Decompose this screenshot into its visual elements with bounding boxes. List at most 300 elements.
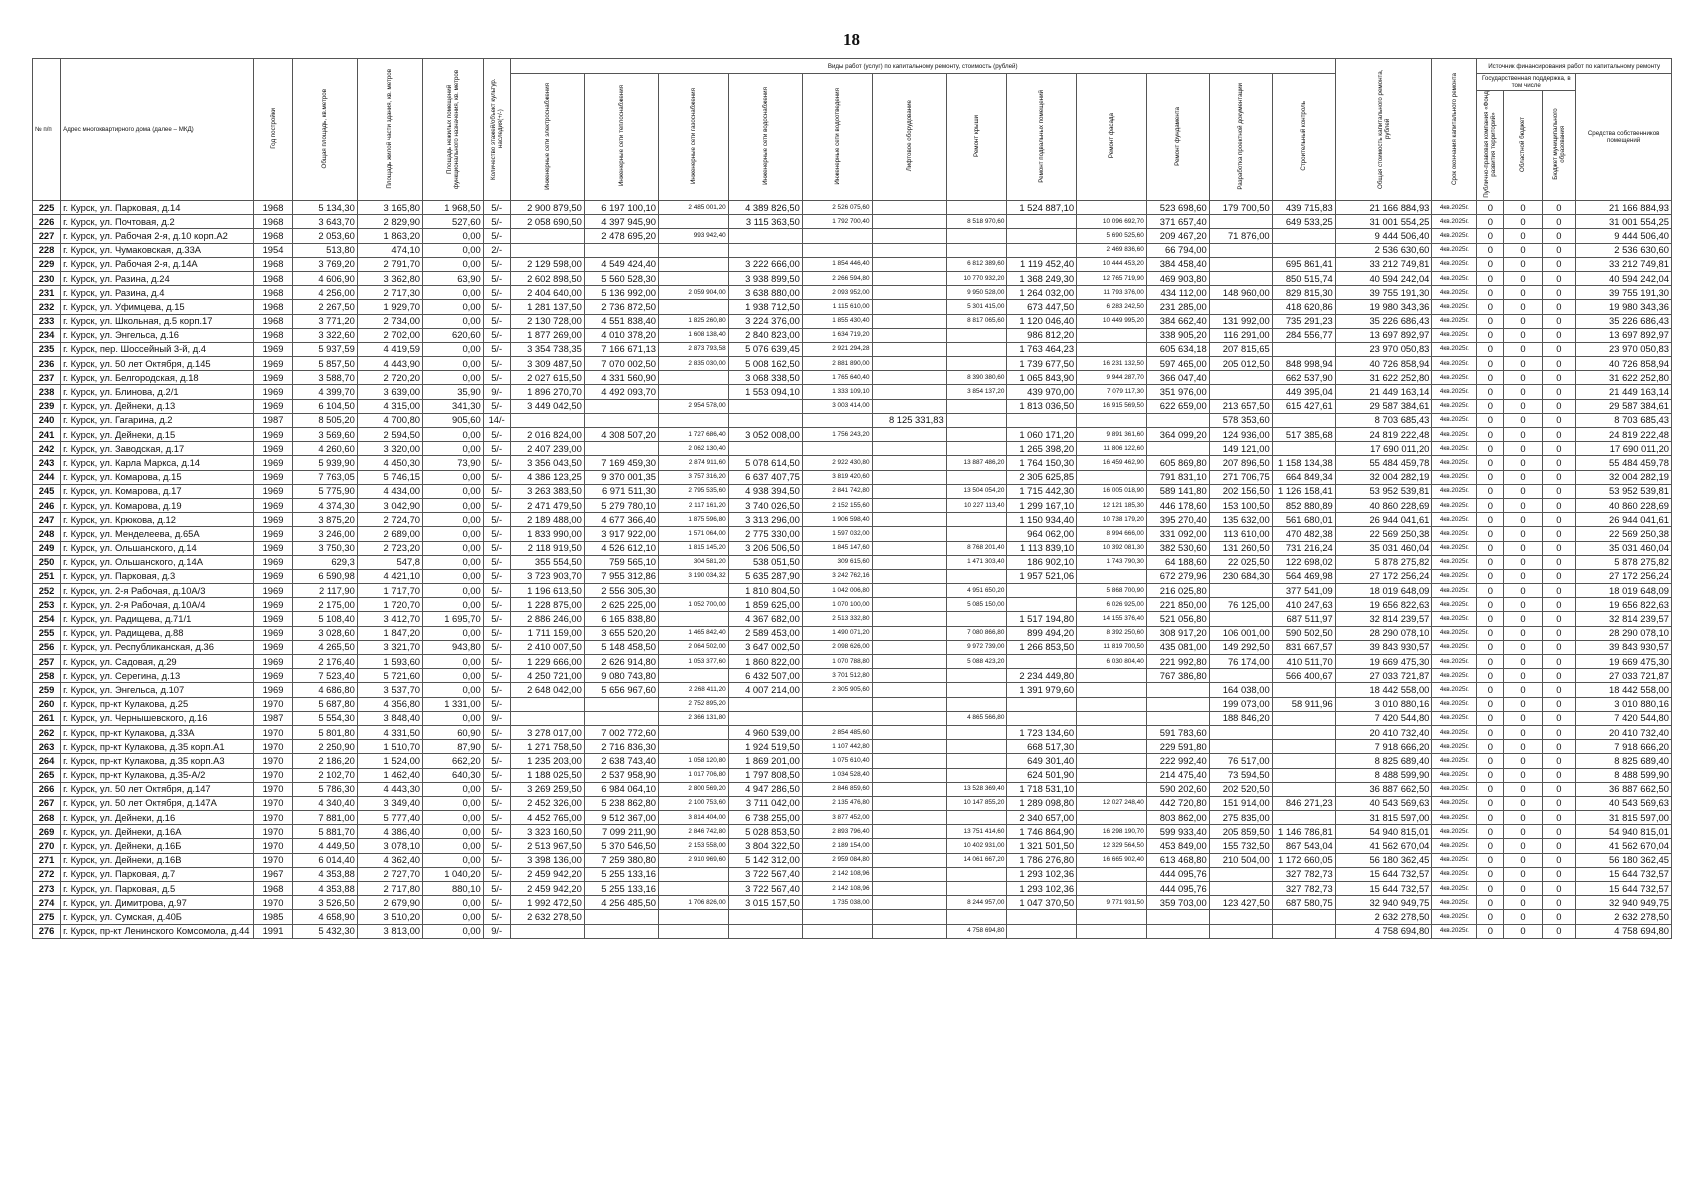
total-cost-cell: 31 815 597,00 [1335, 811, 1432, 825]
foundation-cost-cell: 331 092,00 [1146, 527, 1209, 541]
lift-cost-cell [872, 655, 946, 669]
table-row [33, 754, 1672, 768]
regional-budget-cell: 0 [1504, 853, 1542, 867]
basement-cost-cell: 1 368 249,30 [1007, 271, 1077, 285]
table-row [33, 711, 1672, 725]
owners-funds-cell: 8 825 689,40 [1576, 754, 1672, 768]
total-area-cell: 4 256,00 [292, 286, 357, 300]
gas-cost-cell: 3 757 316,20 [659, 470, 729, 484]
municipal-budget-cell: 0 [1542, 569, 1576, 583]
control-cost-cell [1272, 725, 1335, 739]
basement-cost-cell: 2 234 449,80 [1007, 669, 1077, 683]
elec-cost-cell: 3 263 383,50 [510, 484, 584, 498]
water-cost-cell [728, 697, 802, 711]
nonres-area-cell: 943,80 [423, 640, 484, 654]
design-cost-cell: 202 520,50 [1209, 782, 1272, 796]
nonres-area-cell: 0,00 [423, 825, 484, 839]
deadline-cell: 4кв.2025г. [1432, 385, 1477, 399]
address-cell: г. Курск, ул. Дейнеки, д.16Б [61, 839, 254, 853]
table-row [33, 626, 1672, 640]
row-number: 261 [33, 711, 61, 725]
nonres-area-cell: 0,00 [423, 513, 484, 527]
floors-cell: 5/- [483, 257, 510, 271]
living-area-cell: 3 042,90 [357, 498, 422, 512]
living-area-cell: 2 689,00 [357, 527, 422, 541]
total-cost-cell: 28 290 078,10 [1335, 626, 1432, 640]
sewer-cost-cell: 1 735 038,00 [802, 896, 872, 910]
address-cell: г. Курск, ул. Крюкова, д.12 [61, 513, 254, 527]
heat-cost-cell: 4 549 424,40 [584, 257, 658, 271]
elec-cost-cell: 1 896 270,70 [510, 385, 584, 399]
regional-budget-cell: 0 [1504, 484, 1542, 498]
total-cost-cell: 39 843 930,57 [1335, 640, 1432, 654]
owners-funds-cell: 27 172 256,24 [1576, 569, 1672, 583]
row-number: 267 [33, 796, 61, 810]
gas-cost-cell [659, 867, 729, 881]
deadline-cell: 4кв.2025г. [1432, 725, 1477, 739]
year-cell: 1968 [254, 882, 292, 896]
total-area-cell: 629,3 [292, 555, 357, 569]
header-works-group: Виды работ (услуг) по капитальному ремонту, стоимость (рублей) [510, 59, 1335, 74]
total-cost-cell: 4 758 694,80 [1335, 924, 1432, 938]
heat-cost-cell: 2 478 695,20 [584, 229, 658, 243]
header-address: Адрес многоквартирного дома (далее – МКД) [61, 59, 254, 201]
table-row [33, 811, 1672, 825]
fund-territory-cell: 0 [1477, 867, 1504, 881]
elec-cost-cell: 1 188 025,50 [510, 768, 584, 782]
foundation-cost-cell: 66 794,00 [1146, 243, 1209, 257]
design-cost-cell [1209, 725, 1272, 739]
total-area-cell: 2 102,70 [292, 768, 357, 782]
sewer-cost-cell: 1 756 243,20 [802, 428, 872, 442]
facade-cost-cell: 5 868 700,90 [1077, 584, 1147, 598]
gas-cost-cell: 2 954 578,00 [659, 399, 729, 413]
year-cell: 1970 [254, 768, 292, 782]
owners-funds-cell: 21 449 163,14 [1576, 385, 1672, 399]
total-cost-cell: 23 970 050,83 [1335, 342, 1432, 356]
design-cost-cell [1209, 257, 1272, 271]
roof-cost-cell: 8 390 380,60 [946, 371, 1007, 385]
fund-territory-cell: 0 [1477, 470, 1504, 484]
basement-cost-cell: 1 293 102,36 [1007, 867, 1077, 881]
fund-territory-cell: 0 [1477, 896, 1504, 910]
address-cell: г. Курск, ул. Дейнеки, д.15 [61, 428, 254, 442]
design-cost-cell: 230 684,30 [1209, 569, 1272, 583]
facade-cost-cell: 12 027 248,40 [1077, 796, 1147, 810]
gas-cost-cell: 1 465 842,40 [659, 626, 729, 640]
row-number: 234 [33, 328, 61, 342]
elec-cost-cell: 3 449 042,50 [510, 399, 584, 413]
floors-cell: 5/- [483, 612, 510, 626]
facade-cost-cell: 12 121 185,30 [1077, 498, 1147, 512]
lift-cost-cell [872, 201, 946, 215]
sewer-cost-cell: 1 107 442,80 [802, 740, 872, 754]
design-cost-cell: 113 610,00 [1209, 527, 1272, 541]
control-cost-cell: 418 620,86 [1272, 300, 1335, 314]
row-number: 226 [33, 215, 61, 229]
floors-cell: 5/- [483, 910, 510, 924]
design-cost-cell: 199 073,00 [1209, 697, 1272, 711]
nonres-area-cell: 0,00 [423, 229, 484, 243]
design-cost-cell: 149 121,00 [1209, 442, 1272, 456]
year-cell: 1970 [254, 811, 292, 825]
heat-cost-cell: 6 165 838,80 [584, 612, 658, 626]
water-cost-cell: 3 722 567,40 [728, 867, 802, 881]
gas-cost-cell: 2 874 911,60 [659, 456, 729, 470]
regional-budget-cell: 0 [1504, 527, 1542, 541]
municipal-budget-cell: 0 [1542, 683, 1576, 697]
basement-cost-cell: 1 321 501,50 [1007, 839, 1077, 853]
table-row [33, 527, 1672, 541]
total-area-cell: 7 763,05 [292, 470, 357, 484]
foundation-cost-cell: 338 905,20 [1146, 328, 1209, 342]
facade-cost-cell: 1 743 790,30 [1077, 555, 1147, 569]
header-fund-territory: Публично-правовая компания «Фонд развития территорий» [1477, 91, 1504, 201]
living-area-cell: 3 320,00 [357, 442, 422, 456]
municipal-budget-cell: 0 [1542, 385, 1576, 399]
design-cost-cell [1209, 910, 1272, 924]
basement-cost-cell [1007, 584, 1077, 598]
fund-territory-cell: 0 [1477, 300, 1504, 314]
municipal-budget-cell: 0 [1542, 215, 1576, 229]
total-cost-cell: 36 887 662,50 [1335, 782, 1432, 796]
basement-cost-cell: 899 494,20 [1007, 626, 1077, 640]
roof-cost-cell: 4 951 650,20 [946, 584, 1007, 598]
design-cost-cell: 213 657,50 [1209, 399, 1272, 413]
row-number: 274 [33, 896, 61, 910]
table-row [33, 470, 1672, 484]
roof-cost-cell [946, 342, 1007, 356]
control-cost-cell: 327 782,73 [1272, 867, 1335, 881]
heat-cost-cell [584, 697, 658, 711]
regional-budget-cell: 0 [1504, 683, 1542, 697]
address-cell: г. Курск, ул. Ольшанского, д.14 [61, 541, 254, 555]
total-area-cell: 5 134,30 [292, 201, 357, 215]
floors-cell: 9/- [483, 711, 510, 725]
regional-budget-cell: 0 [1504, 655, 1542, 669]
gas-cost-cell [659, 385, 729, 399]
control-cost-cell: 664 849,34 [1272, 470, 1335, 484]
gas-cost-cell: 1 017 706,80 [659, 768, 729, 782]
design-cost-cell: 135 632,00 [1209, 513, 1272, 527]
elec-cost-cell: 3 354 738,35 [510, 342, 584, 356]
owners-funds-cell: 35 031 460,04 [1576, 541, 1672, 555]
regional-budget-cell: 0 [1504, 754, 1542, 768]
sewer-cost-cell: 1 634 719,20 [802, 328, 872, 342]
foundation-cost-cell [1146, 697, 1209, 711]
design-cost-cell [1209, 882, 1272, 896]
foundation-cost-cell: 672 279,96 [1146, 569, 1209, 583]
living-area-cell: 4 386,40 [357, 825, 422, 839]
design-cost-cell: 71 876,00 [1209, 229, 1272, 243]
foundation-cost-cell: 64 188,60 [1146, 555, 1209, 569]
control-cost-cell [1272, 413, 1335, 427]
basement-cost-cell: 1 739 677,50 [1007, 357, 1077, 371]
water-cost-cell: 5 635 287,90 [728, 569, 802, 583]
owners-funds-cell: 5 878 275,82 [1576, 555, 1672, 569]
year-cell: 1968 [254, 201, 292, 215]
row-number: 225 [33, 201, 61, 215]
lift-cost-cell [872, 555, 946, 569]
water-cost-cell: 3 313 296,00 [728, 513, 802, 527]
elec-cost-cell: 3 269 259,50 [510, 782, 584, 796]
address-cell: г. Курск, ул. Садовая, д.29 [61, 655, 254, 669]
heat-cost-cell [584, 442, 658, 456]
roof-cost-cell: 13 504 054,20 [946, 484, 1007, 498]
heat-cost-cell [584, 910, 658, 924]
header-construction-control: Строительный контроль [1272, 74, 1335, 201]
heat-cost-cell: 5 238 862,80 [584, 796, 658, 810]
lift-cost-cell [872, 896, 946, 910]
regional-budget-cell: 0 [1504, 612, 1542, 626]
nonres-area-cell: 73,90 [423, 456, 484, 470]
living-area-cell: 1 847,20 [357, 626, 422, 640]
total-cost-cell: 2 632 278,50 [1335, 910, 1432, 924]
foundation-cost-cell: 231 285,00 [1146, 300, 1209, 314]
heat-cost-cell: 7 169 459,30 [584, 456, 658, 470]
foundation-cost-cell: 446 178,60 [1146, 498, 1209, 512]
water-cost-cell [728, 399, 802, 413]
water-cost-cell: 1 924 519,50 [728, 740, 802, 754]
row-number: 242 [33, 442, 61, 456]
roof-cost-cell: 10 402 931,00 [946, 839, 1007, 853]
elec-cost-cell: 2 602 898,50 [510, 271, 584, 285]
nonres-area-cell: 0,00 [423, 257, 484, 271]
basement-cost-cell [1007, 655, 1077, 669]
municipal-budget-cell: 0 [1542, 243, 1576, 257]
year-cell: 1969 [254, 470, 292, 484]
roof-cost-cell: 8 817 065,60 [946, 314, 1007, 328]
floors-cell: 5/- [483, 655, 510, 669]
total-cost-cell: 7 918 666,20 [1335, 740, 1432, 754]
row-number: 251 [33, 569, 61, 583]
facade-cost-cell [1077, 768, 1147, 782]
facade-cost-cell: 16 231 132,50 [1077, 357, 1147, 371]
total-cost-cell: 19 669 475,30 [1335, 655, 1432, 669]
year-cell: 1968 [254, 215, 292, 229]
deadline-cell: 4кв.2025г. [1432, 853, 1477, 867]
living-area-cell: 4 434,00 [357, 484, 422, 498]
year-cell: 1970 [254, 754, 292, 768]
header-owners-funds: Средства собственников помещений [1576, 74, 1672, 201]
basement-cost-cell: 1 715 442,30 [1007, 484, 1077, 498]
total-cost-cell: 15 644 732,57 [1335, 882, 1432, 896]
address-cell: г. Курск, пер. Шоссейный 3-й, д.4 [61, 342, 254, 356]
basement-cost-cell: 986 812,20 [1007, 328, 1077, 342]
basement-cost-cell: 624 501,90 [1007, 768, 1077, 782]
gas-cost-cell: 2 268 411,20 [659, 683, 729, 697]
row-number: 252 [33, 584, 61, 598]
year-cell: 1967 [254, 867, 292, 881]
floors-cell: 5/- [483, 584, 510, 598]
water-cost-cell: 1 553 094,10 [728, 385, 802, 399]
address-cell: г. Курск, ул. Сумская, д.40Б [61, 910, 254, 924]
address-cell: г. Курск, пр-кт Кулакова, д.35 корп.А1 [61, 740, 254, 754]
floors-cell: 5/- [483, 754, 510, 768]
water-cost-cell [728, 442, 802, 456]
owners-funds-cell: 7 918 666,20 [1576, 740, 1672, 754]
owners-funds-cell: 27 033 721,87 [1576, 669, 1672, 683]
basement-cost-cell: 1 517 194,80 [1007, 612, 1077, 626]
lift-cost-cell [872, 612, 946, 626]
owners-funds-cell: 56 180 362,45 [1576, 853, 1672, 867]
municipal-budget-cell: 0 [1542, 428, 1576, 442]
control-cost-cell: 410 511,70 [1272, 655, 1335, 669]
heat-cost-cell: 5 560 528,30 [584, 271, 658, 285]
facade-cost-cell: 11 793 376,00 [1077, 286, 1147, 300]
living-area-cell: 5 721,60 [357, 669, 422, 683]
total-area-cell: 5 881,70 [292, 825, 357, 839]
municipal-budget-cell: 0 [1542, 910, 1576, 924]
regional-budget-cell: 0 [1504, 541, 1542, 555]
foundation-cost-cell [1146, 910, 1209, 924]
table-row [33, 839, 1672, 853]
heat-cost-cell [584, 243, 658, 257]
heat-cost-cell [584, 413, 658, 427]
deadline-cell: 4кв.2025г. [1432, 215, 1477, 229]
control-cost-cell: 850 515,74 [1272, 271, 1335, 285]
address-cell: г. Курск, ул. Парковая, д.3 [61, 569, 254, 583]
sewer-cost-cell: 2 513 332,80 [802, 612, 872, 626]
municipal-budget-cell: 0 [1542, 882, 1576, 896]
gas-cost-cell: 1 571 064,00 [659, 527, 729, 541]
table-row [33, 428, 1672, 442]
year-cell: 1968 [254, 314, 292, 328]
address-cell: г. Курск, ул. Комарова, д.15 [61, 470, 254, 484]
design-cost-cell [1209, 385, 1272, 399]
lift-cost-cell [872, 754, 946, 768]
gas-cost-cell: 2 846 742,80 [659, 825, 729, 839]
year-cell: 1954 [254, 243, 292, 257]
owners-funds-cell: 39 755 191,30 [1576, 286, 1672, 300]
sewer-cost-cell: 3 701 512,80 [802, 669, 872, 683]
basement-cost-cell: 1 957 521,06 [1007, 569, 1077, 583]
control-cost-cell: 410 247,63 [1272, 598, 1335, 612]
address-cell: г. Курск, ул. Дейнеки, д.16А [61, 825, 254, 839]
total-area-cell: 8 505,20 [292, 413, 357, 427]
header-gas: Инженерные сети газоснабжения [659, 74, 729, 201]
foundation-cost-cell [1146, 924, 1209, 938]
fund-territory-cell: 0 [1477, 257, 1504, 271]
total-cost-cell: 5 878 275,82 [1335, 555, 1432, 569]
elec-cost-cell [510, 711, 584, 725]
total-area-cell: 4 686,80 [292, 683, 357, 697]
floors-cell: 5/- [483, 626, 510, 640]
foundation-cost-cell: 767 386,80 [1146, 669, 1209, 683]
municipal-budget-cell: 0 [1542, 357, 1576, 371]
address-cell: г. Курск, пр-кт Кулакова, д.35 корп.А3 [61, 754, 254, 768]
nonres-area-cell: 0,00 [423, 357, 484, 371]
basement-cost-cell [1007, 697, 1077, 711]
elec-cost-cell: 3 398 136,00 [510, 853, 584, 867]
row-number: 275 [33, 910, 61, 924]
total-cost-cell: 8 488 599,90 [1335, 768, 1432, 782]
sewer-cost-cell: 1 333 109,10 [802, 385, 872, 399]
total-area-cell: 2 186,20 [292, 754, 357, 768]
foundation-cost-cell: 216 025,80 [1146, 584, 1209, 598]
roof-cost-cell [946, 882, 1007, 896]
year-cell: 1969 [254, 513, 292, 527]
table-row [33, 229, 1672, 243]
year-cell: 1968 [254, 229, 292, 243]
elec-cost-cell: 2 459 942,20 [510, 867, 584, 881]
living-area-cell: 2 720,20 [357, 371, 422, 385]
floors-cell: 5/- [483, 371, 510, 385]
row-number: 254 [33, 612, 61, 626]
lift-cost-cell [872, 371, 946, 385]
heat-cost-cell: 7 099 211,90 [584, 825, 658, 839]
table-row [33, 215, 1672, 229]
roof-cost-cell [946, 669, 1007, 683]
total-cost-cell: 32 004 282,19 [1335, 470, 1432, 484]
roof-cost-cell [946, 683, 1007, 697]
control-cost-cell: 1 146 786,81 [1272, 825, 1335, 839]
deadline-cell: 4кв.2025г. [1432, 555, 1477, 569]
regional-budget-cell: 0 [1504, 470, 1542, 484]
elec-cost-cell: 1 228 875,00 [510, 598, 584, 612]
lift-cost-cell [872, 428, 946, 442]
nonres-area-cell: 0,00 [423, 300, 484, 314]
basement-cost-cell: 1 266 853,50 [1007, 640, 1077, 654]
lift-cost-cell [872, 584, 946, 598]
owners-funds-cell: 40 860 228,69 [1576, 498, 1672, 512]
design-cost-cell: 22 025,50 [1209, 555, 1272, 569]
owners-funds-cell: 35 226 686,43 [1576, 314, 1672, 328]
total-area-cell: 3 643,70 [292, 215, 357, 229]
facade-cost-cell: 9 771 931,50 [1077, 896, 1147, 910]
row-number: 259 [33, 683, 61, 697]
row-number: 230 [33, 271, 61, 285]
deadline-cell: 4кв.2025г. [1432, 584, 1477, 598]
municipal-budget-cell: 0 [1542, 484, 1576, 498]
municipal-budget-cell: 0 [1542, 541, 1576, 555]
heat-cost-cell: 2 625 225,00 [584, 598, 658, 612]
total-area-cell: 5 775,90 [292, 484, 357, 498]
elec-cost-cell [510, 924, 584, 938]
control-cost-cell: 731 216,24 [1272, 541, 1335, 555]
owners-funds-cell: 36 887 662,50 [1576, 782, 1672, 796]
row-number: 262 [33, 725, 61, 739]
living-area-cell: 4 443,90 [357, 357, 422, 371]
facade-cost-cell [1077, 754, 1147, 768]
water-cost-cell: 6 637 407,75 [728, 470, 802, 484]
gas-cost-cell: 2 064 502,00 [659, 640, 729, 654]
table-row [33, 924, 1672, 938]
design-cost-cell: 131 992,00 [1209, 314, 1272, 328]
owners-funds-cell: 41 562 670,04 [1576, 839, 1672, 853]
foundation-cost-cell: 229 591,80 [1146, 740, 1209, 754]
sewer-cost-cell [802, 697, 872, 711]
floors-cell: 5/- [483, 357, 510, 371]
design-cost-cell: 188 846,20 [1209, 711, 1272, 725]
owners-funds-cell: 18 442 558,00 [1576, 683, 1672, 697]
owners-funds-cell: 29 587 384,61 [1576, 399, 1672, 413]
control-cost-cell: 829 815,30 [1272, 286, 1335, 300]
gas-cost-cell: 1 706 826,00 [659, 896, 729, 910]
year-cell: 1970 [254, 839, 292, 853]
header-living-area: Площадь жилой части здания, кв. метров [357, 59, 422, 201]
owners-funds-cell: 19 669 475,30 [1576, 655, 1672, 669]
fund-territory-cell: 0 [1477, 626, 1504, 640]
sewer-cost-cell: 2 959 084,80 [802, 853, 872, 867]
heat-cost-cell: 7 955 312,86 [584, 569, 658, 583]
municipal-budget-cell: 0 [1542, 314, 1576, 328]
lift-cost-cell [872, 626, 946, 640]
owners-funds-cell: 31 001 554,25 [1576, 215, 1672, 229]
regional-budget-cell: 0 [1504, 314, 1542, 328]
foundation-cost-cell: 434 112,00 [1146, 286, 1209, 300]
roof-cost-cell [946, 527, 1007, 541]
